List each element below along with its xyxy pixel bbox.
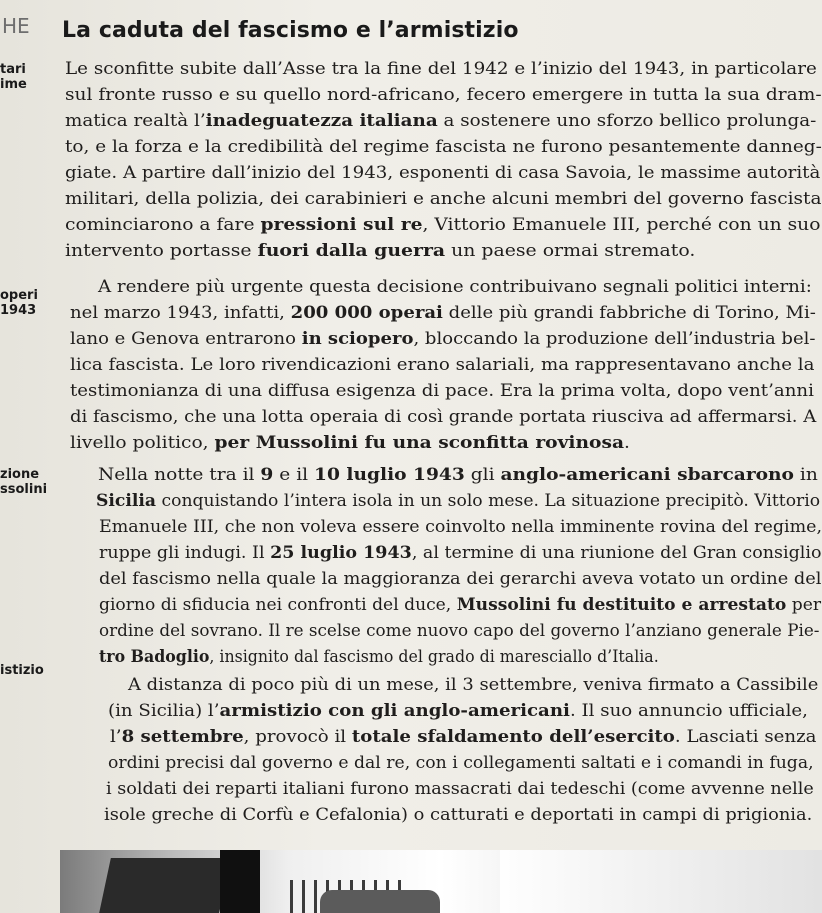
text-line: intervento portasse fuori dalla guerra un paese ormai stremato. <box>65 241 696 261</box>
text-line: to, e la forza e la credibilità del regime fascista ne furono pesantemente danneg- <box>65 137 822 157</box>
margin-label-2: operi 1943 <box>0 288 38 318</box>
historical-photo <box>60 850 822 913</box>
text-line: (in Sicilia) l’armistizio con gli anglo-americani. Il suo annuncio ufficiale, <box>108 701 808 721</box>
margin-label-1: tari ime <box>0 62 27 92</box>
text-line: lano e Genova entrarono in sciopero, bloccando la produzione dell’industria bel- <box>70 329 816 349</box>
text-line: tro Badoglio, insignito dal fascismo del grado di maresciallo d’Italia. <box>99 647 659 667</box>
text-line: giorno di sfiducia nei confronti del duce, Mussolini fu destituito e arrestato per <box>99 595 822 615</box>
text-line: A distanza di poco più di un mese, il 3 settembre, veniva firmato a Cassibile <box>128 675 819 695</box>
page-title: La caduta del fascismo e l’armistizio <box>62 18 519 43</box>
margin-label-4: istizio <box>0 663 44 678</box>
text-line: i soldati dei reparti italiani furono massacrati dai tedeschi (come avvenne nelle <box>106 779 814 799</box>
text-line: del fascismo nella quale la maggioranza dei gerarchi aveva votato un ordine del <box>99 569 822 589</box>
margin-label-3: zione ssolini <box>0 467 48 497</box>
text-line: Le sconfitte subite dall’Asse tra la fine del 1942 e l’inizio del 1943, in particolare <box>65 59 817 79</box>
text-line: ordini precisi dal governo e dal re, con i collegamenti saltati e i comandi in fuga, <box>108 753 814 773</box>
text-line: Sicilia conquistando l’intera isola in un solo mese. La situazione precipitò. Vittorio <box>96 491 821 511</box>
text-line: lica fascista. Le loro rivendicazioni erano salariali, ma rappresentavano anche la <box>70 355 815 375</box>
text-line: isole greche di Corfù e Cefalonia) o catturati e deportati in campi di prigionia. <box>104 805 813 825</box>
corner-mark: HE <box>2 14 30 38</box>
text-line: l’8 settembre, provocò il totale sfaldamento dell’esercito. Lasciati senza <box>110 727 817 747</box>
text-line: ordine del sovrano. Il re scelse come nuovo capo del governo l’anziano generale Pie- <box>99 621 820 641</box>
text-line: militari, della polizia, dei carabinieri e anche alcuni membri del governo fascista <box>65 189 822 209</box>
text-line: livello politico, per Mussolini fu una sconfitta rovinosa. <box>70 433 630 453</box>
text-line: testimonianza di una diffusa esigenza di pace. Era la prima volta, dopo vent’anni <box>70 381 814 401</box>
text-line: ruppe gli indugi. Il 25 luglio 1943, al termine di una riunione del Gran consiglio <box>99 543 822 563</box>
text-line: matica realtà l’inadeguatezza italiana a sostenere uno sforzo bellico prolunga- <box>65 111 817 131</box>
text-line: sul fronte russo e su quello nord-africano, fecero emergere in tutta la sua dram- <box>65 85 822 105</box>
text-line: cominciarono a fare pressioni sul re, Vittorio Emanuele III, perché con un suo <box>65 215 821 235</box>
text-line: nel marzo 1943, infatti, 200 000 operai delle più grandi fabbriche di Torino, Mi- <box>70 303 816 323</box>
text-line: giate. A partire dall’inizio del 1943, esponenti di casa Savoia, le massime autorità <box>65 163 821 183</box>
text-line: Nella notte tra il 9 e il 10 luglio 1943 gli anglo-americani sbarcarono in <box>98 465 818 485</box>
text-line: A rendere più urgente questa decisione contribuivano segnali politici interni: <box>98 277 812 297</box>
text-line: Emanuele III, che non voleva essere coinvolto nella imminente rovina del regime, <box>99 517 822 537</box>
text-line: di fascismo, che una lotta operaia di così grande portata riusciva ad affermarsi. A <box>70 407 817 427</box>
